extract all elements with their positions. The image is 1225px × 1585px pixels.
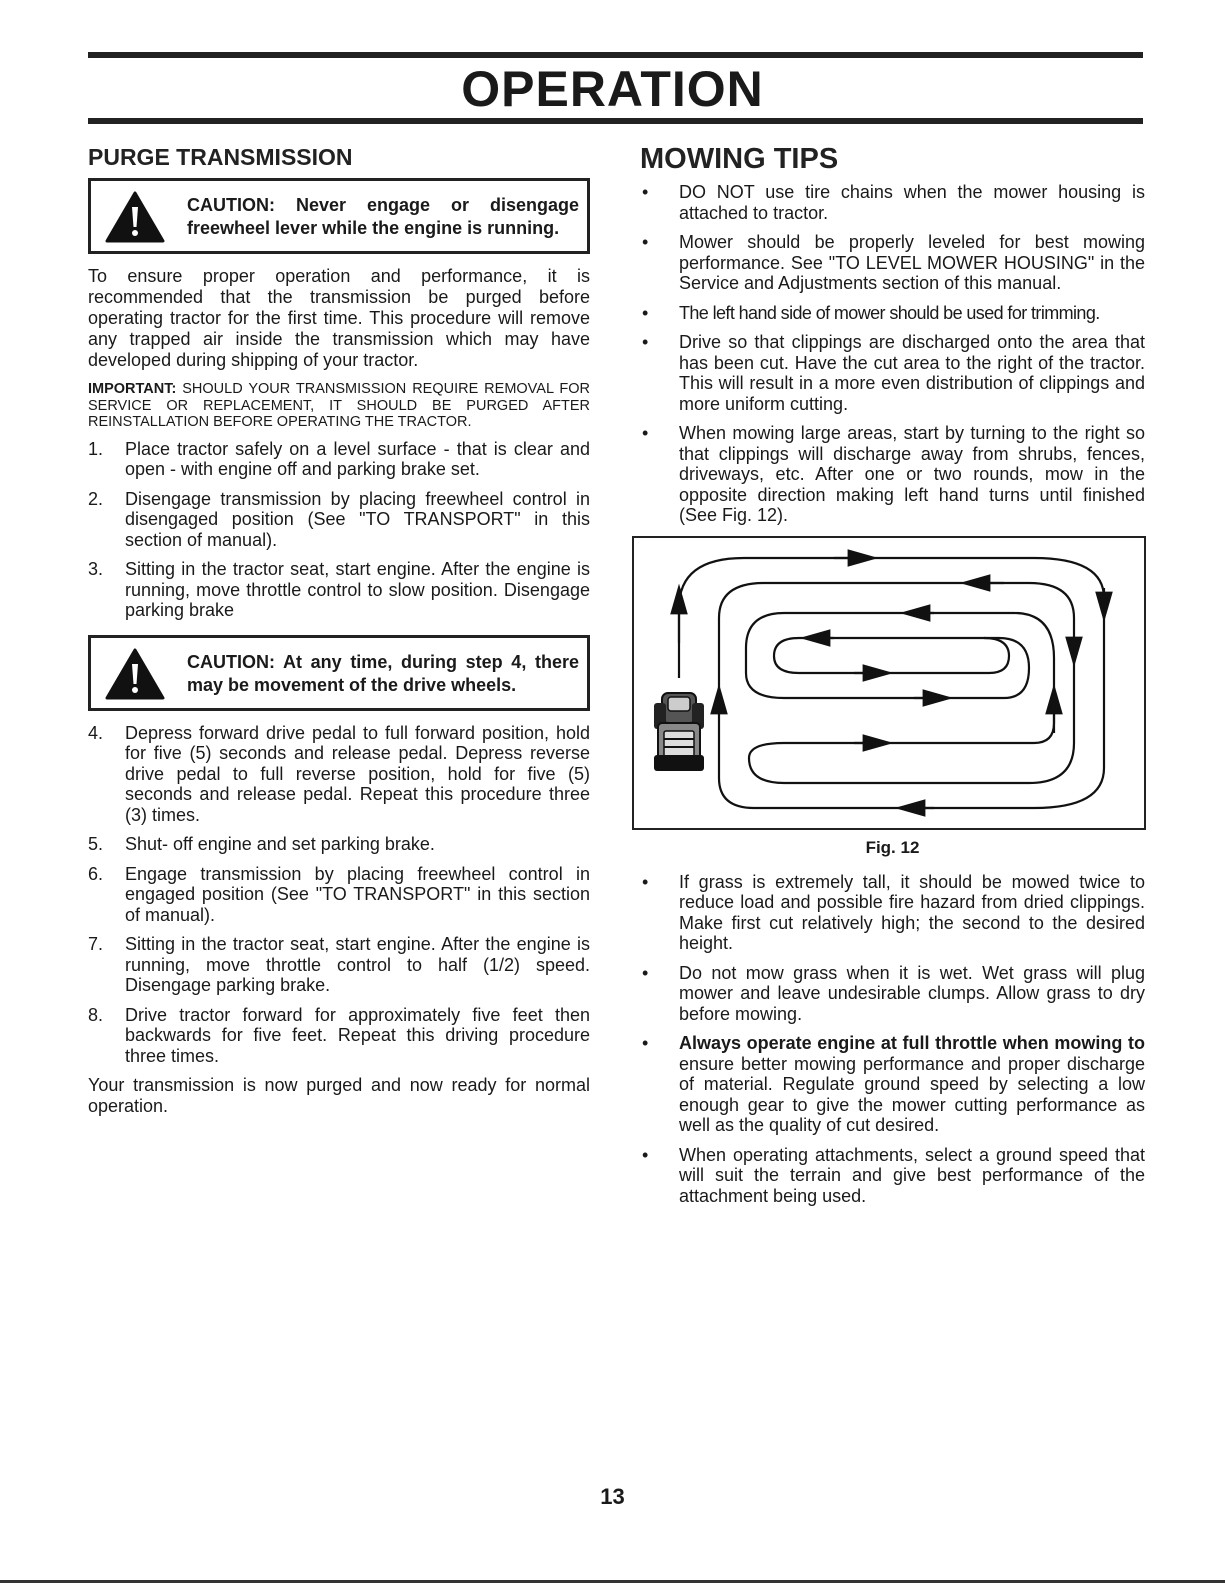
mowing-tips-a (640, 182, 1145, 526)
outer-pass-path (679, 558, 1104, 808)
purge-steps-a (88, 439, 590, 621)
list-item (640, 1033, 1145, 1136)
list-item (640, 303, 1145, 324)
important-note (88, 381, 590, 431)
list-item (88, 834, 590, 855)
tip-text: DO NOT use tire chains when the mower housing is attached to tractor. (679, 182, 1145, 223)
inner-pass-path (774, 638, 1009, 673)
tip-text: When mowing large areas, start by turning to the right so that clippings will discharge away from shrubs, fences, driveways, etc. After one or two rounds, mow in the opposite direction making left hand turns until finished (See Fig. 12). (679, 423, 1145, 525)
tip-text: When operating attachments, select a ground speed that will suit the terrain and give best performance of the attachment being used. (679, 1144, 1145, 1206)
important-label: IMPORTANT: (88, 381, 177, 397)
bullet: • (642, 232, 649, 252)
list-item (640, 182, 1145, 223)
warning-triangle-icon (105, 191, 165, 243)
page-title: OPERATION (461, 61, 764, 117)
list-item (88, 864, 590, 926)
step-number: 1. (88, 438, 104, 459)
bullet: • (642, 1033, 649, 1053)
purge-steps-b (88, 723, 590, 1067)
step-text: Shut- off engine and set parking brake. (125, 834, 435, 854)
caution-text-drive-wheels: CAUTION: At any time, during step 4, there may be movement of the drive wheels. (187, 651, 579, 695)
bullet: • (642, 871, 649, 892)
list-item (88, 1005, 590, 1067)
warning-triangle-icon (105, 648, 165, 700)
list-item (88, 723, 590, 826)
third-pass-path (746, 613, 1054, 723)
section-title-purge: PURGE TRANSMISSION (88, 144, 353, 170)
list-item (640, 872, 1145, 954)
tip-text: If grass is extremely tall, it should be mowed twice to reduce load and possible fire hazard from dried clippings. Make first cut relatively high; the second to the desired height. (679, 871, 1145, 953)
caution-text-freewheel: CAUTION: Never engage or disengage freewheel lever while the engine is running. (187, 195, 579, 238)
list-item (640, 963, 1145, 1025)
step-text: Engage transmission by placing freewheel control in engaged position (See "TO TRANSPORT" in this section of manual). (125, 863, 590, 925)
bullet: • (642, 423, 649, 443)
bullet: • (642, 332, 649, 352)
step-text: Drive tractor forward for approximately five feet then backwards for five feet. Repeat this driving procedure three times. (125, 1004, 590, 1066)
list-item (640, 232, 1145, 294)
step-number: 4. (88, 722, 104, 743)
mowing-pattern-diagram (634, 538, 1140, 824)
tip-text: Mower should be properly leveled for best mowing performance. See "TO LEVEL MOWER HOUSING" in the Service and Adjustments section of this manual. (679, 232, 1145, 293)
bullet: • (642, 1144, 649, 1165)
purge-transmission-section (88, 142, 590, 1127)
step-number: 2. (88, 488, 104, 509)
list-item (88, 489, 590, 551)
step-number: 6. (88, 863, 104, 884)
important-text: SHOULD YOUR TRANSMISSION REQUIRE REMOVAL FOR SERVICE OR REPLACEMENT, IT SHOULD BE PURGED AFTER REINSTALLATION BEFORE OPERATING THE TRACTOR. (88, 381, 590, 430)
step-text: Sitting in the tractor seat, start engine. After the engine is running, move throttle control to half (1/2) speed. Disengage parking brake. (125, 934, 590, 995)
step-text: Disengage transmission by placing freewheel control in disengaged position (See "TO TRANSPORT" in this section of manual). (125, 488, 590, 550)
step-text: Depress forward drive pedal to full forward position, hold for five (5) seconds and release pedal. Depress reverse drive pedal to full reverse position, hold for five (5) seconds and release pedal. Repeat this procedure three (3) times. (125, 722, 590, 825)
tip-text: Drive so that clippings are discharged onto the area that has been cut. Have the cut area to the right of the tractor. This will result in a more even distribution of clippings and more uniform cutting. (679, 332, 1145, 414)
page-number: 13 (600, 1484, 625, 1509)
tip-bold-text: Always operate engine at full throttle when mowing to (679, 1033, 1145, 1053)
header-rule-top (88, 52, 1143, 58)
list-item (88, 934, 590, 996)
caution-box-freewheel (88, 178, 590, 254)
list-item (640, 1145, 1145, 1207)
step-text: Place tractor safely on a level surface - that is clear and open - with engine off and parking brake set. (125, 438, 590, 479)
purge-closing: Your transmission is now purged and now ready for normal operation. (88, 1075, 590, 1116)
section-title-mowing: MOWING TIPS (640, 143, 839, 175)
page-bottom-edge (0, 1580, 1225, 1583)
bullet: • (642, 302, 649, 323)
riding-mower-icon (654, 693, 704, 771)
step-number: 8. (88, 1004, 104, 1025)
purge-intro: To ensure proper operation and performance, it is recommended that the transmission be purged before operating tractor for the first time. This procedure will remove any trapped air inside the transmission which may have developed during shipping of your tractor. (88, 266, 590, 370)
bullet: • (642, 962, 649, 983)
caution-box-drive-wheels (88, 635, 590, 711)
figure-12-mowing-pattern (632, 536, 1146, 830)
step-text: Sitting in the tractor seat, start engine. After the engine is running, move throttle control to slow position. Disengage parking brake (125, 559, 590, 620)
tip-text (679, 1033, 1145, 1136)
list-item (88, 439, 590, 480)
step-number: 7. (88, 934, 104, 954)
tip-text: The left hand side of mower should be used for trimming. (679, 302, 1100, 323)
step-number: 3. (88, 559, 104, 579)
bullet: • (642, 182, 649, 202)
list-item (88, 559, 590, 621)
tip-rest-text: ensure better mowing performance and proper discharge of material. Regulate ground speed by selecting a low enough gear to give the mower cutting performance as well as the quality of cut desired. (679, 1053, 1145, 1135)
mowing-tips-section (640, 142, 1145, 1215)
header-rule-bottom (88, 118, 1143, 124)
list-item (640, 332, 1145, 414)
tip-text: Do not mow grass when it is wet. Wet grass will plug mower and leave undesirable clumps. Allow grass to dry before mowing. (679, 962, 1145, 1024)
step-number: 5. (88, 834, 104, 854)
list-item (640, 423, 1145, 526)
mowing-tips-b (640, 872, 1145, 1207)
figure-caption: Fig. 12 (865, 837, 920, 857)
